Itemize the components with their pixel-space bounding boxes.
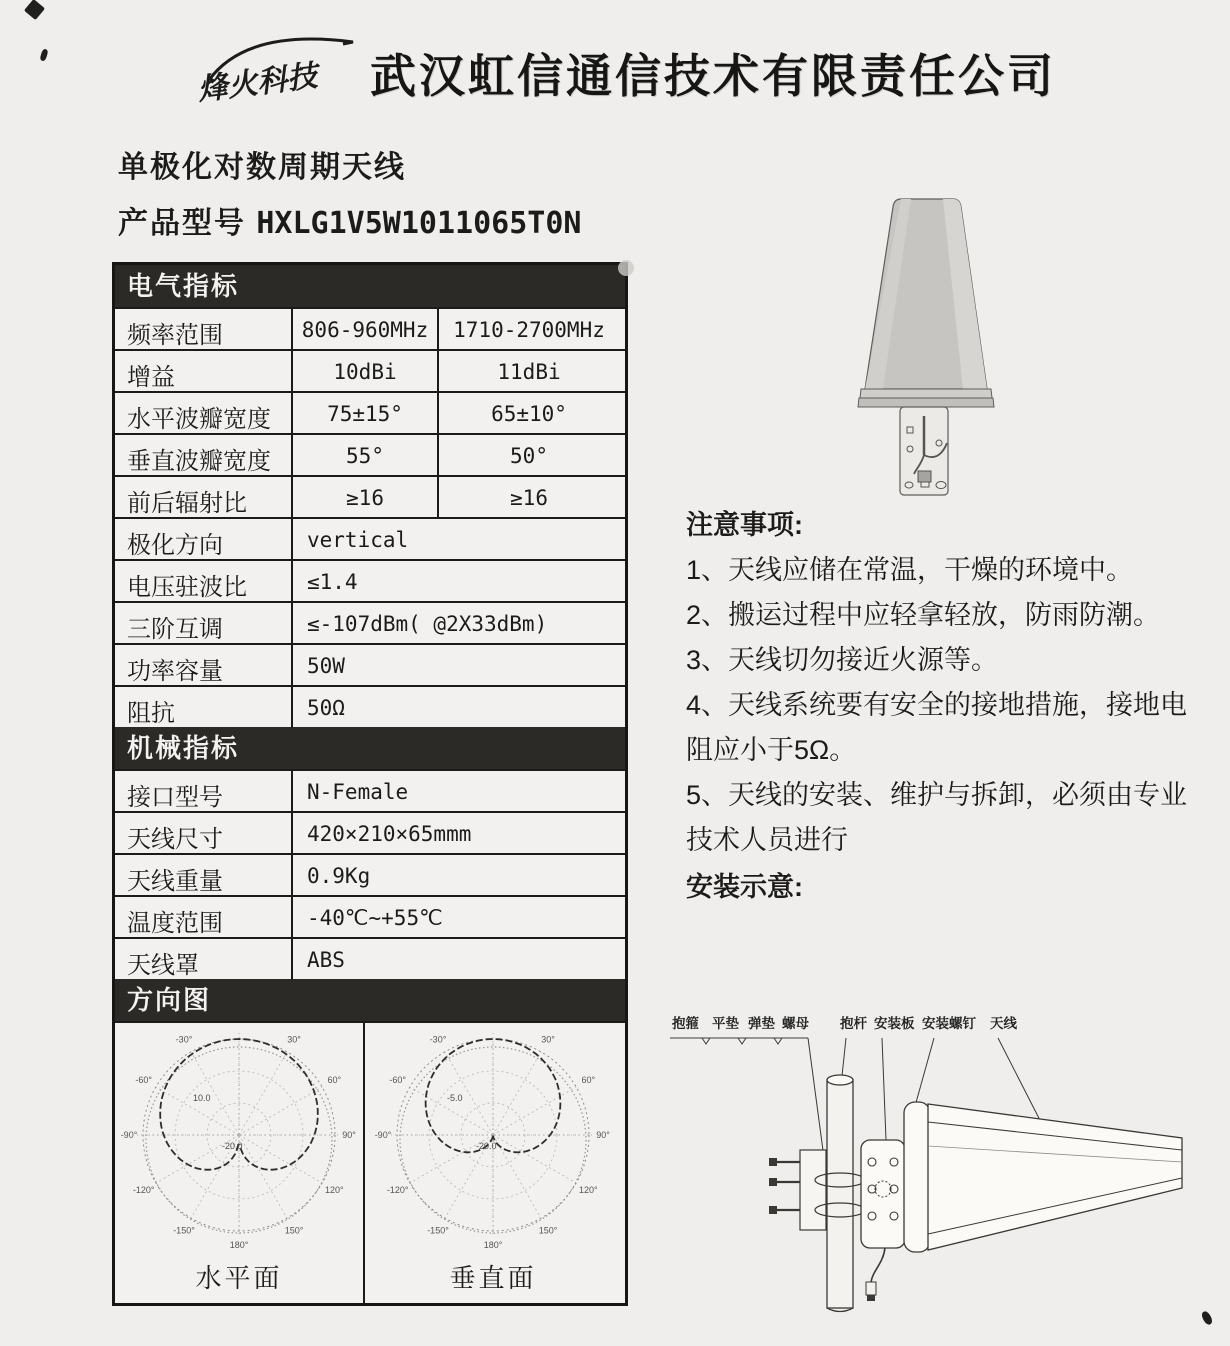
- svg-text:60°: 60°: [581, 1075, 596, 1085]
- spec-row: [115, 643, 625, 685]
- spec-label: 垂直波瓣宽度: [127, 448, 271, 475]
- spec-value: ≥16: [437, 477, 619, 518]
- svg-text:150°: 150°: [284, 1225, 304, 1236]
- spec-label: 功率容量: [127, 658, 223, 685]
- vertical-pattern-caption: 垂直面: [449, 1263, 537, 1293]
- spec-row: [115, 559, 625, 601]
- svg-text:安装螺钉: 安装螺钉: [922, 1016, 976, 1031]
- spec-row: [115, 433, 625, 475]
- spec-label: 三阶互调: [127, 616, 223, 643]
- company-name: 武汉虹信通信技术有限责任公司: [370, 50, 1056, 102]
- svg-text:-150°: -150°: [173, 1225, 195, 1236]
- svg-text:-20.0: -20.0: [476, 1141, 497, 1151]
- electrical-section-header: 电气指标: [115, 265, 625, 307]
- svg-text:180°: 180°: [483, 1240, 503, 1250]
- spec-value: ≥16: [291, 477, 437, 518]
- notes-section: [686, 503, 1208, 910]
- svg-text:120°: 120°: [324, 1185, 344, 1195]
- svg-text:10.0: 10.0: [193, 1093, 211, 1103]
- spec-table: [112, 262, 628, 1306]
- spec-row: [115, 391, 625, 433]
- scan-artifact: [618, 260, 634, 276]
- spec-value: 75±15°: [291, 393, 437, 434]
- svg-text:平垫: 平垫: [712, 1016, 739, 1031]
- pattern-plots: [115, 1021, 625, 1303]
- spec-label: 增益: [127, 364, 175, 391]
- spec-value: 65±10°: [437, 393, 619, 434]
- spec-label: 水平波瓣宽度: [127, 406, 271, 433]
- spec-row: [115, 601, 625, 643]
- svg-text:-20.0: -20.0: [222, 1141, 243, 1151]
- spec-row: [115, 517, 625, 559]
- vertical-pattern-plot: [365, 1023, 621, 1261]
- spec-row: [115, 811, 625, 853]
- spec-value: -40℃~+55℃: [291, 897, 619, 938]
- mechanical-section-header: 机械指标: [115, 727, 625, 769]
- spec-row: [115, 769, 625, 811]
- spec-row: [115, 475, 625, 517]
- spec-value: 11dBi: [437, 351, 619, 392]
- product-model-line: [118, 198, 581, 242]
- fiberhome-logo: [195, 22, 370, 118]
- scan-artifact: [39, 48, 48, 61]
- notes-title: 注意事项:: [686, 510, 803, 540]
- svg-text:抱箍: 抱箍: [672, 1016, 699, 1031]
- svg-text:-90°: -90°: [374, 1130, 392, 1140]
- spec-row: [115, 685, 625, 727]
- vertical-pattern-cell: [363, 1023, 621, 1303]
- spec-value: 1710-2700MHz: [437, 309, 619, 350]
- electrical-dual-rows: [115, 307, 625, 517]
- svg-text:-5.0: -5.0: [447, 1093, 463, 1103]
- svg-text:-150°: -150°: [427, 1225, 449, 1236]
- company-header: [195, 22, 1056, 118]
- spec-label: 天线尺寸: [127, 826, 223, 853]
- horizontal-pattern-cell: [115, 1023, 363, 1303]
- model-value: HXLG1V5W1011065T0N: [256, 206, 582, 241]
- note-item: 3、天线切勿接近火源等。: [686, 645, 999, 675]
- product-title: 单极化对数周期天线: [118, 151, 406, 184]
- spec-value: ≤-107dBm( @2X33dBm): [291, 603, 619, 644]
- svg-text:90°: 90°: [596, 1130, 610, 1140]
- svg-text:-120°: -120°: [132, 1185, 155, 1195]
- svg-text:-90°: -90°: [120, 1130, 138, 1140]
- svg-text:90°: 90°: [342, 1130, 356, 1140]
- svg-text:天线: 天线: [990, 1016, 1017, 1031]
- svg-text:安装板: 安装板: [874, 1016, 915, 1031]
- svg-text:螺母: 螺母: [782, 1016, 809, 1031]
- svg-text:60°: 60°: [327, 1075, 342, 1085]
- spec-label: 天线重量: [127, 868, 223, 895]
- note-item: 1、天线应储在常温，干燥的环境中。: [686, 555, 1134, 585]
- spec-value: 10dBi: [291, 351, 437, 392]
- svg-text:弹垫: 弹垫: [748, 1016, 775, 1031]
- svg-text:180°: 180°: [229, 1240, 249, 1250]
- note-item: 4、天线系统要有安全的接地措施，接地电阻应小于5Ω。: [686, 690, 1188, 765]
- spec-label: 阻抗: [127, 700, 175, 727]
- install-title: 安装示意:: [686, 872, 803, 902]
- spec-row: [115, 853, 625, 895]
- svg-text:-30°: -30°: [175, 1034, 193, 1045]
- electrical-merged-rows: [115, 517, 625, 727]
- spec-label: 前后辐射比: [127, 490, 247, 517]
- svg-text:-60°: -60°: [135, 1075, 153, 1085]
- spec-row: [115, 307, 625, 349]
- spec-row: [115, 349, 625, 391]
- model-label: 产品型号: [118, 207, 246, 240]
- spec-label: 电压驻波比: [127, 574, 247, 601]
- spec-label: 温度范围: [127, 910, 223, 937]
- svg-text:-120°: -120°: [386, 1185, 409, 1195]
- note-item: 2、搬运过程中应轻拿轻放，防雨防潮。: [686, 600, 1161, 630]
- installation-diagram: [664, 1012, 1230, 1344]
- spec-value: 806-960MHz: [291, 309, 437, 350]
- spec-row: [115, 937, 625, 979]
- svg-text:抱杆: 抱杆: [840, 1016, 867, 1031]
- svg-text:150°: 150°: [538, 1225, 558, 1236]
- spec-label: 天线罩: [127, 952, 199, 979]
- svg-text:30°: 30°: [287, 1034, 301, 1045]
- svg-text:30°: 30°: [541, 1034, 555, 1045]
- svg-text:120°: 120°: [578, 1185, 598, 1195]
- antenna-product-image: [843, 193, 1011, 508]
- note-item: 5、天线的安装、维护与拆卸，必须由专业技术人员进行: [686, 780, 1188, 855]
- svg-text:-30°: -30°: [429, 1034, 447, 1045]
- spec-row: [115, 895, 625, 937]
- spec-value: 55°: [291, 435, 437, 476]
- spec-value: ABS: [291, 939, 619, 980]
- scan-artifact: [24, 0, 45, 20]
- spec-label: 接口型号: [127, 784, 223, 811]
- spec-value: vertical: [291, 519, 619, 560]
- mechanical-rows: [115, 769, 625, 979]
- notes-list: [686, 548, 1208, 863]
- spec-value: 50W: [291, 645, 619, 686]
- logo-text: 烽火科技: [195, 58, 320, 108]
- pattern-section-header: 方向图: [115, 979, 625, 1021]
- spec-value: 0.9Kg: [291, 855, 619, 896]
- spec-label: 极化方向: [127, 532, 223, 559]
- horizontal-pattern-caption: 水平面: [195, 1263, 283, 1293]
- horizontal-pattern-plot: [115, 1023, 363, 1261]
- spec-value: 420×210×65mmm: [291, 813, 619, 854]
- spec-value: ≤1.4: [291, 561, 619, 602]
- spec-value: N-Female: [291, 771, 619, 812]
- svg-text:-60°: -60°: [389, 1075, 407, 1085]
- spec-value: 50°: [437, 435, 619, 476]
- spec-value: 50Ω: [291, 687, 619, 728]
- spec-label: 频率范围: [127, 322, 223, 349]
